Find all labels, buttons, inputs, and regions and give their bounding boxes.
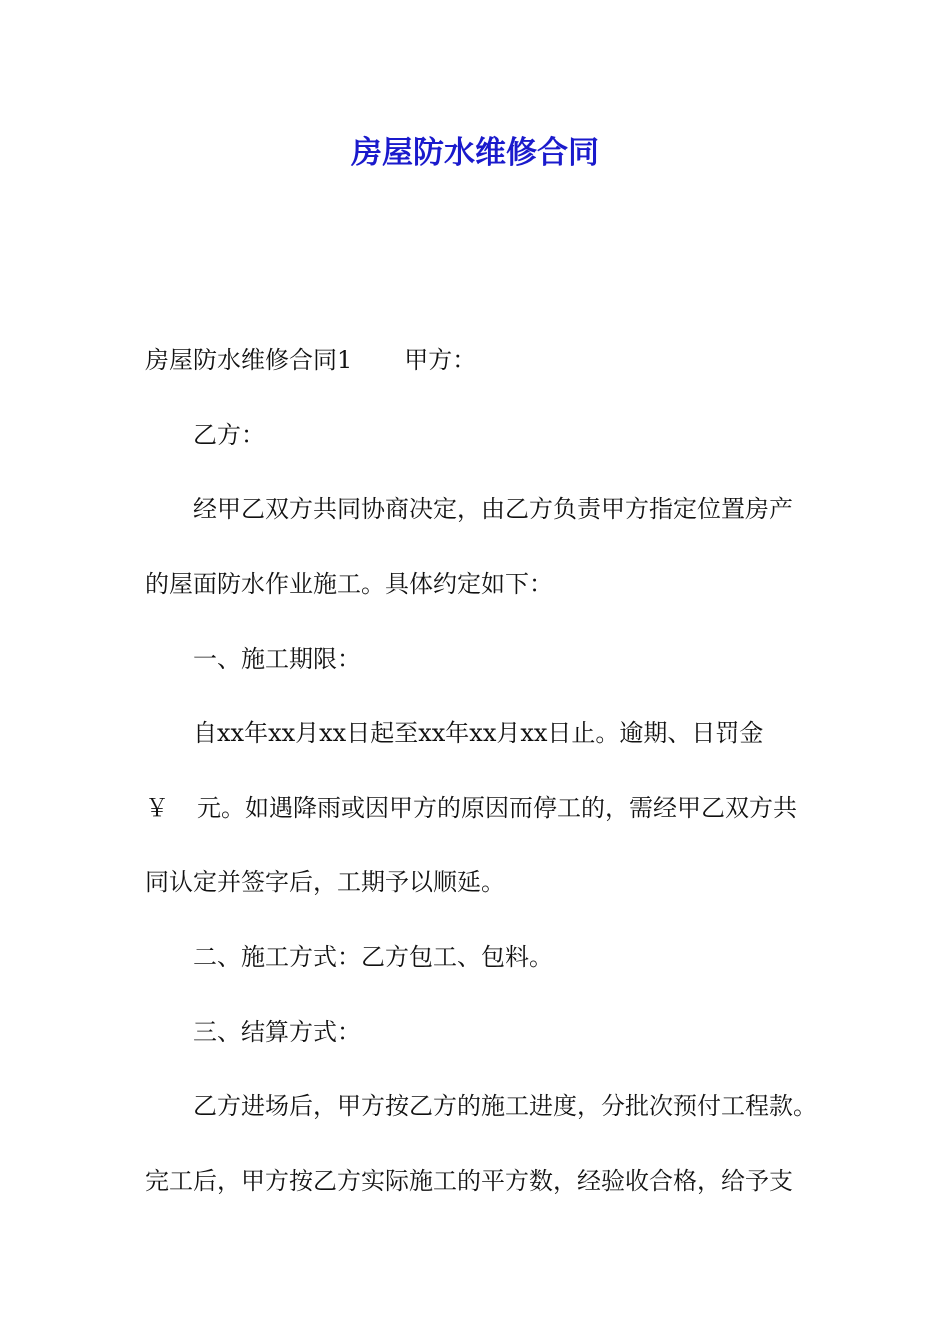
heading-line bbox=[145, 340, 476, 380]
section-heading: 一、施工期限： bbox=[193, 645, 361, 673]
paragraph-line: 同认定并签字后，工期予以顺延。 bbox=[145, 868, 505, 896]
party-a-label: 甲方： bbox=[404, 346, 477, 374]
paragraph-line: 经甲乙双方共同协商决定，由乙方负责甲方指定位置房产 bbox=[193, 495, 793, 523]
paragraph-line: 乙方进场后，甲方按乙方的施工进度，分批次预付工程款。 bbox=[193, 1092, 817, 1120]
party-b-label: 乙方： bbox=[193, 421, 265, 449]
penalty-text: 元。如遇降雨或因甲方的原因而停工的，需经甲乙双方共 bbox=[197, 794, 797, 822]
contract-name: 房屋防水维修合同1 bbox=[145, 346, 353, 374]
paragraph-line bbox=[145, 788, 797, 828]
section-heading: 二、施工方式：乙方包工、包料。 bbox=[193, 943, 553, 971]
section-heading: 三、结算方式： bbox=[193, 1018, 361, 1046]
paragraph-line: 完工后，甲方按乙方实际施工的平方数，经验收合格，给予支 bbox=[145, 1167, 793, 1195]
currency-symbol: ￥ bbox=[145, 794, 169, 822]
paragraph-line: 自xx年xx月xx日起至xx年xx月xx日止。逾期、日罚金 bbox=[193, 719, 764, 747]
paragraph-line: 的屋面防水作业施工。具体约定如下： bbox=[145, 570, 553, 598]
document-title: 房屋防水维修合同 bbox=[351, 135, 599, 171]
